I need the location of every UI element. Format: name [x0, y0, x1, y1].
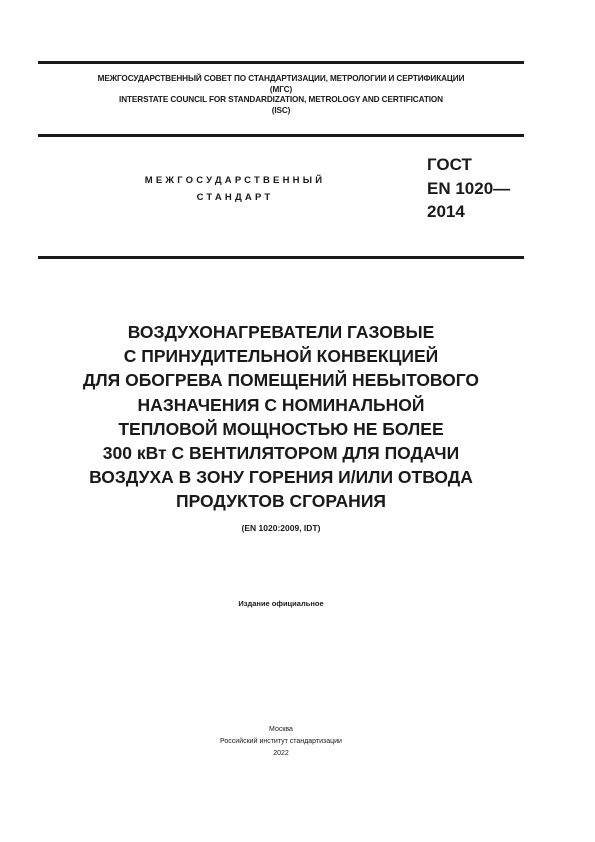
designation-line2: EN 1020— — [427, 178, 511, 198]
top-rule — [38, 61, 524, 64]
designation-rule — [38, 256, 524, 259]
title-line: ВОЗДУХОНАГРЕВАТЕЛИ ГАЗОВЫЕ — [127, 322, 435, 342]
designation-line3: 2014 — [427, 202, 465, 221]
imprint — [38, 724, 524, 760]
header-rule — [38, 134, 524, 137]
designation-line1: ГОСТ — [427, 155, 472, 174]
standard-kind-line1: МЕЖГОСУДАРСТВЕННЫЙ — [144, 175, 326, 186]
title-line: 300 кВт С ВЕНТИЛЯТОРОМ ДЛЯ ПОДАЧИ — [102, 443, 460, 464]
council-name-en: INTERSTATE COUNCIL FOR STANDARDIZATION, METROLOGY AND CERTIFICATION — [119, 95, 443, 104]
council-abbr-ru: (МГС) — [269, 84, 293, 94]
council-name-ru: МЕЖГОСУДАРСТВЕННЫЙ СОВЕТ ПО СТАНДАРТИЗАЦИИ, МЕТРОЛОГИИ И СЕРТИФИКАЦИИ — [97, 74, 465, 83]
council-header — [38, 74, 524, 116]
council-abbr-en: (ISC) — [271, 105, 291, 115]
title-line: ТЕПЛОВОЙ МОЩНОСТЬЮ НЕ БОЛЕЕ — [118, 418, 444, 439]
imprint-city: Москва — [269, 726, 293, 733]
title-line: ВОЗДУХА В ЗОНУ ГОРЕНИЯ И/ИЛИ ОТВОДА — [89, 467, 473, 488]
standard-kind — [100, 172, 370, 206]
imprint-publisher: Российский институт стандартизации — [220, 738, 342, 745]
title-line: ДЛЯ ОБОГРЕВА ПОМЕЩЕНИЙ НЕБЫТОВОГО — [82, 370, 480, 391]
title-line: С ПРИНУДИТЕЛЬНОЙ КОНВЕКЦИЕЙ — [123, 346, 439, 367]
standard-designation — [427, 153, 510, 224]
standard-reference: (EN 1020:2009, IDT) — [241, 523, 321, 533]
title-line: НАЗНАЧЕНИЯ С НОМИНАЛЬНОЙ — [137, 394, 425, 415]
imprint-year: 2022 — [273, 750, 289, 757]
document-title — [38, 320, 524, 514]
title-line: ПРОДУКТОВ СГОРАНИЯ — [176, 491, 386, 512]
standard-kind-line2: СТАНДАРТ — [196, 192, 274, 203]
edition-note: Издание официальное — [238, 599, 324, 608]
